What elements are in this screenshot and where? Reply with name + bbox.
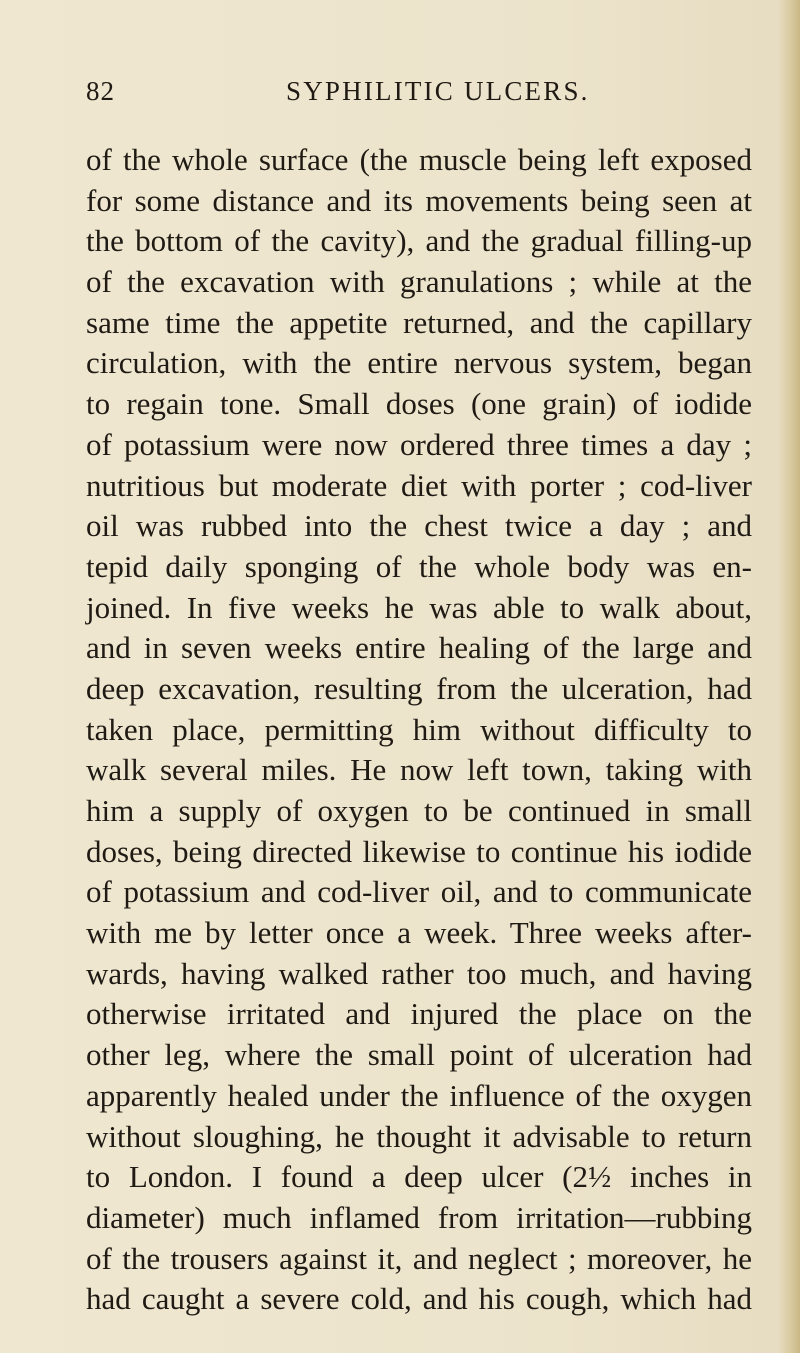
text-line: of potassium and cod-liver oil, and to communicate xyxy=(86,874,752,910)
text-line: tepid daily sponging of the whole body was en- xyxy=(86,548,752,584)
page-edge xyxy=(778,0,800,1353)
text-line: walk several miles. He now left town, taking with xyxy=(86,752,752,788)
text-line: to London. I found a deep ulcer (2½ inches in xyxy=(86,1159,752,1195)
text-line: diameter) much inflamed from irritation—rubbing xyxy=(86,1199,752,1235)
text-line: taken place, permitting him without difficulty to xyxy=(86,711,752,747)
text-line: him a supply of oxygen to be continued in small xyxy=(86,793,752,828)
text-line: to regain tone. Small doses (one grain) of iodide xyxy=(86,386,752,422)
text-line: of the excavation with granulations ; while at the xyxy=(86,264,752,300)
text-line: wards, having walked rather too much, and having xyxy=(86,955,752,991)
text-line: nutritious but moderate diet with porter ; cod-liver xyxy=(86,467,752,503)
text-line: without sloughing, he thought it advisable to return xyxy=(86,1118,752,1154)
text-line: of the trousers against it, and neglect ; moreover, he xyxy=(86,1240,752,1276)
text-line: deep excavation, resulting from the ulceration, had xyxy=(86,670,752,706)
text-line: and in seven weeks entire healing of the large and xyxy=(86,630,752,666)
text-line: other leg, where the small point of ulceration had xyxy=(86,1037,752,1073)
page-number: 82 xyxy=(86,76,115,106)
text-line: otherwise irritated and injured the place on the xyxy=(86,996,752,1032)
text-line: of the whole surface (the muscle being left exposed xyxy=(86,142,752,177)
running-title: SYPHILITIC ULCERS. xyxy=(286,76,590,106)
text-line: had caught a severe cold, and his cough, which had xyxy=(86,1281,752,1317)
running-head xyxy=(86,76,746,116)
text-line: oil was rubbed into the chest twice a day ; and xyxy=(86,508,752,544)
text-line: doses, being directed likewise to continue his iodide xyxy=(86,833,752,869)
text-line: joined. In five weeks he was able to walk about, xyxy=(86,589,752,625)
text-line: with me by letter once a week. Three weeks after- xyxy=(86,915,752,951)
text-line: circulation, with the entire nervous system, began xyxy=(86,345,752,381)
text-line: of potassium were now ordered three times a day ; xyxy=(86,426,752,462)
text-line: same time the appetite returned, and the capillary xyxy=(86,304,752,340)
text-line: for some distance and its movements being seen at xyxy=(86,182,752,218)
body-text xyxy=(86,140,752,1320)
text-line: the bottom of the cavity), and the gradual filling-up xyxy=(86,223,752,259)
text-line: apparently healed under the influence of the oxygen xyxy=(86,1077,752,1113)
